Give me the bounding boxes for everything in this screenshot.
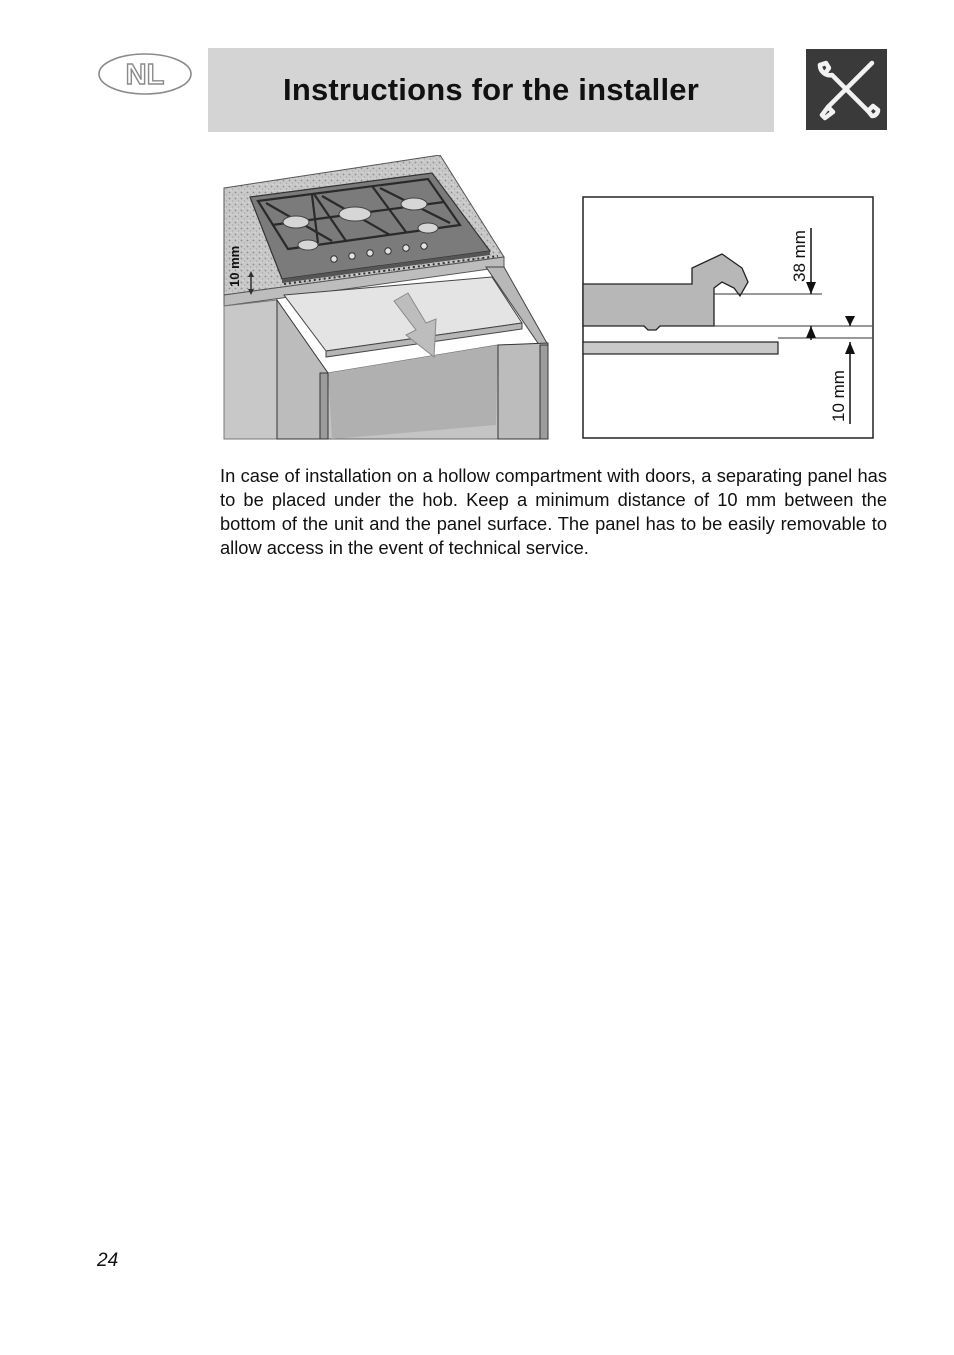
hob-cabinet-illustration (222, 155, 552, 441)
cross-section-diagram (582, 196, 874, 439)
hob-gap-dimension-label: 10 mm (227, 245, 242, 287)
lower-dimension-label: 10 mm (829, 370, 848, 422)
upper-dimension-label: 38 mm (790, 230, 809, 282)
language-badge-oval (98, 53, 192, 95)
tools-icon (806, 49, 887, 130)
language-badge-label: NL (125, 59, 165, 91)
installation-paragraph: In case of installation on a hollow compartment with doors, a separating panel has to be placed under the hob. Keep a minimum distance of 10 mm between the bottom of the unit and the panel surface. The panel has to be easily removable to allow access in the event of technical service. (220, 465, 887, 558)
page-title: Instructions for the installer (283, 72, 699, 107)
page-number: 24 (97, 1250, 119, 1271)
language-badge (98, 53, 192, 95)
header-band (208, 48, 774, 132)
